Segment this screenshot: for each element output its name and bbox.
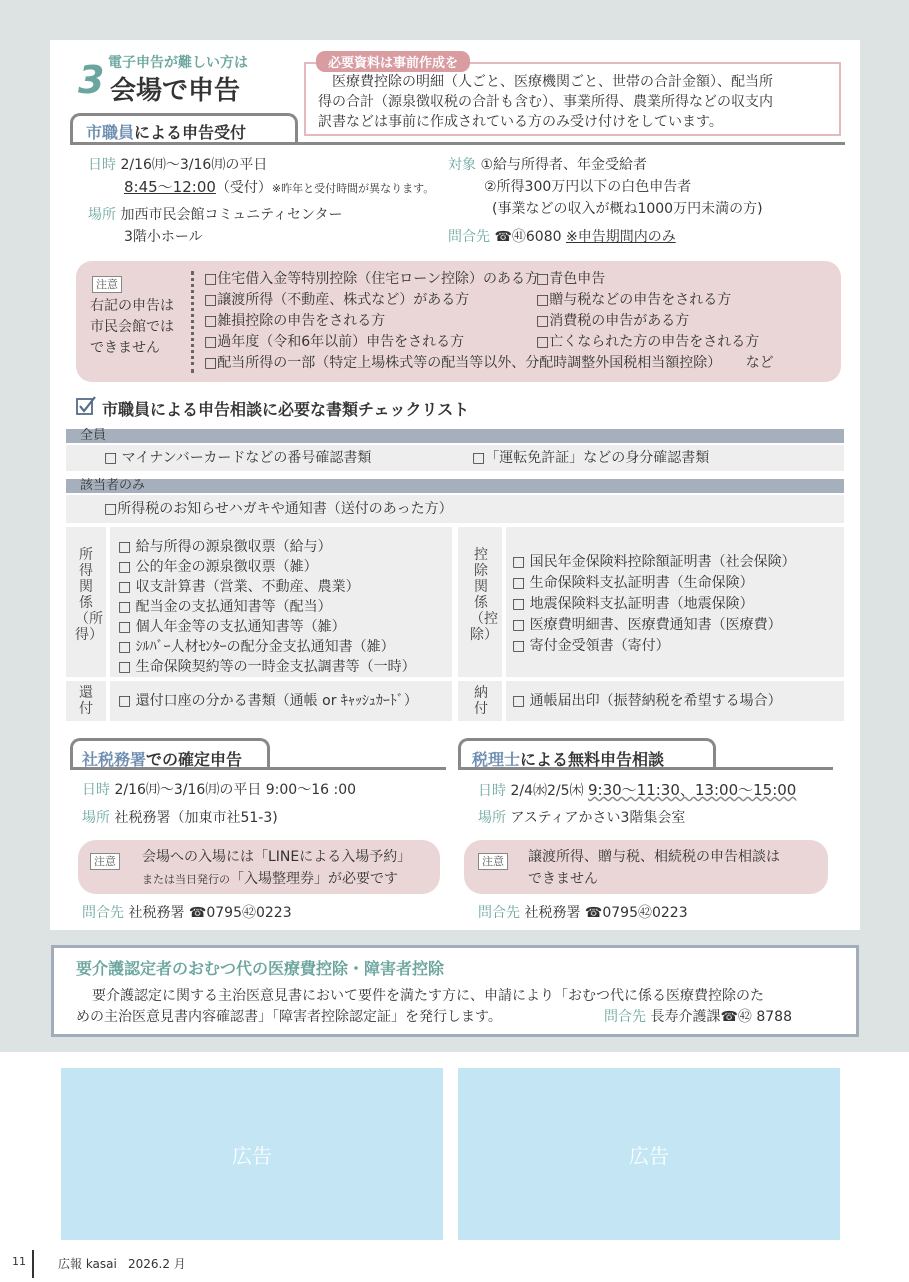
checklist-applicable-header: 該当者のみ — [66, 479, 844, 493]
care-contact-text: 長寿介護課☎㊷ 8788 — [650, 1009, 792, 1025]
tax-accountant-badge-label: 注意 — [478, 853, 508, 870]
city-time-suffix: （受付） — [215, 180, 272, 196]
care-title: 要介護認定者のおむつ代の医療費控除・障害者控除 — [76, 959, 445, 978]
tax-accountant-tab-rest: による無料申告相談 — [520, 750, 665, 769]
income-item: □ 公的年金の源泉徴収票（雑） — [118, 559, 318, 575]
tax-office-note-badge — [90, 850, 120, 870]
city-place-line1: 加西市民会館コミュニティセンター — [120, 207, 343, 223]
notice-line-3: 訳書などは事前に作成されている方のみ受け付けをしています。 — [318, 114, 723, 130]
income-item: □ 給与所得の源泉徴収票（給与） — [118, 539, 332, 555]
income-item: □ 個人年金等の支払通知書等（雑） — [118, 619, 346, 635]
tax-office-contact-label: 問合先 — [82, 905, 124, 921]
care-line1: 要介護認定に関する主治医意見書において要件を満たす方に、申請により「おむつ代に係る医療費控除のた — [92, 988, 764, 1004]
caution-badge — [92, 273, 122, 293]
care-line2: めの主治医意見書内容確認書」「障害者控除認定証」を発行します。 — [76, 1009, 502, 1025]
tax-office-tab-strong: 社税務署 — [82, 750, 147, 769]
caution-last-item: □配当所得の一部（特定上場株式等の配当等以外、分配時調整外国税相当額控除） — [204, 355, 722, 371]
city-contact-phone: ☎㊶6080 — [494, 229, 562, 245]
caution-item: □過年度（令和6年以前）申告をされる方 — [204, 334, 465, 350]
checklist-applicable-item: □所得税のお知らせハガキや通知書（送付のあった方） — [104, 501, 453, 517]
city-time-row — [124, 177, 434, 199]
tax-accountant-date-prefix: 2/4㈬2/5㈭ — [510, 783, 584, 799]
section-subtitle: 電子申告が難しい方は — [108, 55, 248, 71]
caution-items-left — [204, 269, 539, 353]
income-items — [118, 537, 416, 677]
tax-accountant-date-label: 日時 — [478, 783, 506, 799]
city-contact-row — [448, 227, 676, 247]
city-place-row — [88, 205, 343, 225]
tax-office-tab-rest: での確定申告 — [146, 750, 243, 769]
city-date-row — [88, 155, 267, 175]
caution-item: □住宅借入金等特別控除（住宅ローン控除）のある方 — [204, 271, 539, 287]
caution-item: □青色申告 — [536, 271, 606, 287]
refund-item: □ 還付口座の分かる書類（通帳 or ｷｬｯｼｭｶｰﾄﾞ） — [118, 693, 418, 709]
income-item: □ ｼﾙﾊﾞｰ人材ｾﾝﾀｰの配分金支払通知書（雑） — [118, 639, 395, 655]
tax-office-place-text: 社税務署（加東市社51-3) — [114, 810, 278, 826]
refund-label: 還付 — [79, 685, 93, 717]
footer-divider — [32, 1250, 34, 1278]
income-item: □ 生命保険契約等の一時金支払調書等（一時） — [118, 659, 416, 675]
tax-office-date-text: 2/16㈪〜3/16㈪の平日 9:00〜16 :00 — [114, 782, 357, 798]
caution-side-line-3: できません — [90, 340, 160, 356]
caution-side-line-1: 右記の申告は — [90, 298, 174, 314]
caution-last-row — [204, 353, 774, 373]
payment-item: □ 通帳届出印（振替納税を希望する場合） — [512, 693, 782, 709]
city-target-line2: ②所得300万円以下の白色申告者 — [484, 179, 692, 195]
tax-accountant-note-line1: 譲渡所得、贈与税、相続税の申告相談は — [528, 849, 780, 865]
tax-accountant-date-times: 9:30〜11:30、13:00〜15:00 — [587, 781, 797, 799]
care-contact-label: 問合先 — [604, 1009, 646, 1025]
deduction-item: □ 地震保険料支払証明書（地震保険） — [512, 596, 754, 612]
city-target-row — [448, 155, 647, 175]
income-label: 所得関係（所得） — [75, 547, 103, 643]
caution-last-suffix: など — [745, 355, 774, 371]
caution-badge-label: 注意 — [92, 276, 122, 293]
tax-accountant-contact-row — [478, 903, 688, 923]
city-place-line2: 3階小ホール — [124, 229, 203, 245]
tax-office-tab-title — [82, 747, 242, 770]
city-time-text: 8:45〜12:00 — [124, 178, 216, 196]
tax-accountant-contact-text: 社税務署 ☎0795㊷0223 — [524, 905, 688, 921]
checklist-title: 市職員による申告相談に必要な書類チェックリスト — [102, 400, 470, 419]
tax-office-note-small: または当日発行の — [142, 873, 230, 886]
caution-side-text — [90, 296, 174, 359]
deduction-item: □ 寄付金受領書（寄付） — [512, 638, 670, 654]
caution-item: □亡くなられた方の申告をされる方 — [536, 334, 760, 350]
city-contact-note: ※申告期間内のみ — [565, 229, 676, 245]
caution-item: □消費税の申告がある方 — [536, 313, 690, 329]
section-title: 会場で申告 — [110, 76, 241, 106]
deduction-item: □ 生命保険料支払証明書（生命保険） — [512, 575, 754, 591]
city-time-note: ※昨年と受付時間が異なります。 — [271, 182, 435, 195]
tax-accountant-place-row — [478, 808, 685, 828]
tax-office-note-rest: 「入場整理券」が必要です — [230, 871, 398, 887]
tax-accountant-date-row — [478, 780, 796, 801]
caution-item: □譲渡所得（不動産、株式など）がある方 — [204, 292, 470, 308]
tax-office-note-line2 — [142, 869, 398, 890]
care-contact-row — [604, 1007, 792, 1027]
caution-item: □雑損控除の申告をされる方 — [204, 313, 386, 329]
city-staff-tab-rest: による申告受付 — [134, 123, 247, 142]
tax-office-place-label: 場所 — [82, 810, 110, 826]
notice-line-2: 得の合計（源泉徴収税の合計も含む）、事業所得、農業所得などの収支内 — [318, 94, 773, 110]
city-contact-label: 問合先 — [448, 229, 490, 245]
deduction-items — [512, 552, 796, 657]
checklist-all-item: □ マイナンバーカードなどの番号確認書類 — [104, 450, 372, 466]
city-staff-tab-strong: 市職員 — [86, 123, 135, 142]
deduction-label: 控除関係（控除） — [470, 547, 498, 643]
tax-office-badge-label: 注意 — [90, 853, 120, 870]
deduction-item: □ 医療費明細書、医療費通知書（医療費） — [512, 617, 782, 633]
footer-issue: 2026.2 月 — [128, 1257, 186, 1271]
ad-right[interactable]: 広告 — [458, 1068, 840, 1240]
tax-office-date-row — [82, 780, 356, 800]
tax-office-contact-row — [82, 903, 292, 923]
tax-accountant-note-line2: できません — [528, 871, 598, 887]
caution-side-line-2: 市民会館では — [90, 319, 174, 335]
tax-accountant-note-badge — [478, 850, 508, 870]
notice-title: 必要資料は事前作成を — [316, 51, 470, 72]
caution-item: □贈与税などの申告をされる方 — [536, 292, 732, 308]
deduction-item: □ 国民年金保険料控除額証明書（社会保険） — [512, 554, 796, 570]
caution-items-right — [536, 269, 759, 353]
city-target-line3: (事業などの収入が概ね1000万円未満の方) — [492, 201, 763, 217]
footer-magazine: 広報 kasai — [58, 1257, 117, 1271]
payment-label: 納付 — [474, 685, 488, 717]
city-place-label: 場所 — [88, 207, 116, 223]
city-target-line1: ①給与所得者、年金受給者 — [480, 157, 648, 173]
notice-text — [318, 72, 838, 132]
section-number: 3 — [78, 58, 105, 102]
checklist-all-header: 全員 — [66, 429, 844, 443]
checklist-all-item: □「運転免許証」などの身分確認書類 — [472, 450, 710, 466]
tax-office-note-line1: 会場への入場には「LINEによる入場予約」 — [142, 849, 412, 865]
tax-office-place-row — [82, 808, 278, 828]
ad-left[interactable]: 広告 — [61, 1068, 443, 1240]
tax-accountant-tab-title — [472, 747, 664, 770]
tax-office-contact-text: 社税務署 ☎0795㊷0223 — [128, 905, 292, 921]
tax-accountant-place-label: 場所 — [478, 810, 506, 826]
tax-accountant-place-text: アスティアかさい3階集会室 — [510, 810, 686, 826]
footer-page-number: 11 — [12, 1255, 26, 1268]
city-date-label: 日時 — [88, 157, 116, 173]
city-target-label: 対象 — [448, 157, 476, 173]
caution-dotted-divider — [191, 271, 194, 373]
tax-accountant-tab-strong: 税理士 — [472, 750, 521, 769]
notice-line-1: 医療費控除の明細（人ごと、医療機関ごと、世帯の合計金額）、配当所 — [332, 74, 773, 90]
checkbox-icon — [76, 396, 96, 416]
income-item: □ 収支計算書（営業、不動産、農業） — [118, 579, 360, 595]
city-date-text: 2/16㈪〜3/16㈪の平日 — [120, 157, 268, 173]
city-staff-tab-title — [86, 120, 246, 143]
tax-office-date-label: 日時 — [82, 782, 110, 798]
tax-accountant-contact-label: 問合先 — [478, 905, 520, 921]
income-item: □ 配当金の支払通知書等（配当） — [118, 599, 332, 615]
